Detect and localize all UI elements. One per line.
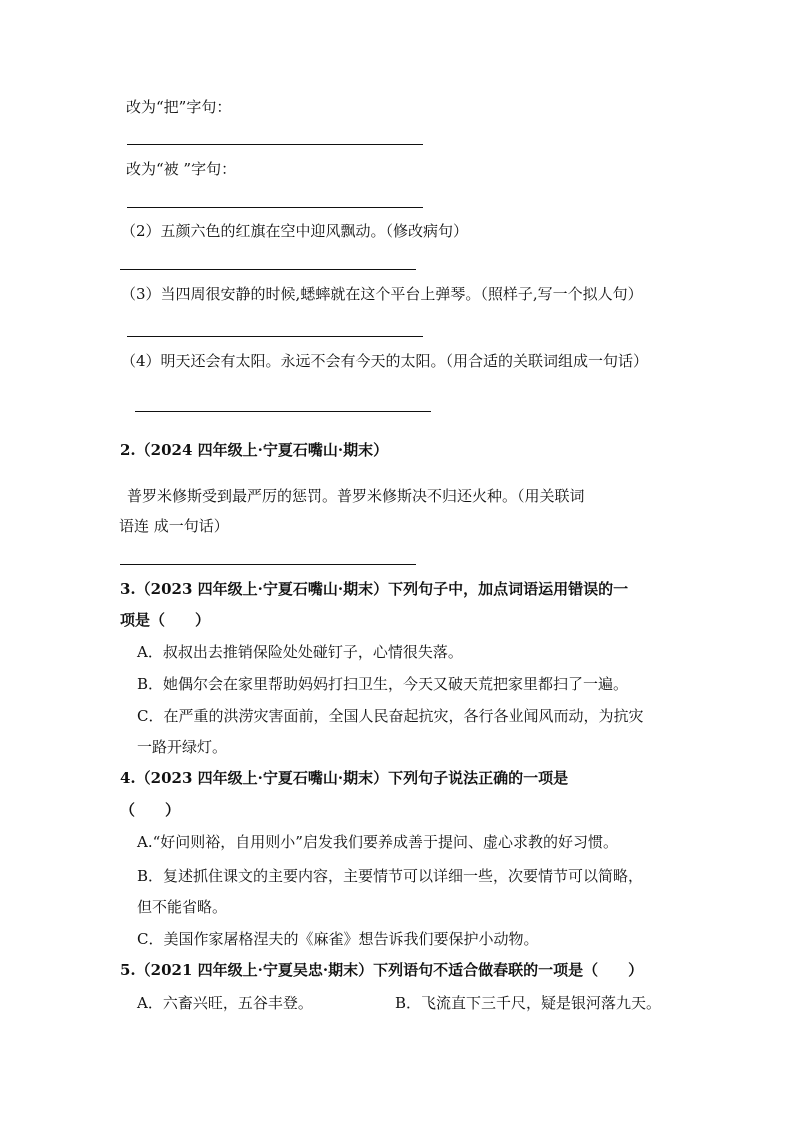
question-2-header: 2.（2024 四年级上·宁夏石嘴山·期末） bbox=[120, 441, 389, 459]
question-4-option-c[interactable]: C．美国作家屠格涅夫的《麻雀》想告诉我们要保护小动物。 bbox=[137, 930, 539, 948]
question-1-2: （2）五颜六色的红旗在空中迎风飘动。（修改病句） bbox=[121, 222, 469, 240]
answer-line-ba[interactable] bbox=[127, 144, 423, 145]
question-4-option-a[interactable]: A.“好问则裕，自用则小”启发我们要养成善于提问、虚心求教的好习惯。 bbox=[137, 833, 618, 851]
bei-sentence-prompt: 改为“被 ”字句： bbox=[126, 160, 237, 178]
question-2-text-line-2: 语连 成一句话） bbox=[119, 517, 229, 535]
question-1-3: （3）当四周很安静的时候,蟋蟀就在这个平台上弹琴。（照样子,写一个拟人句） bbox=[121, 285, 643, 303]
answer-line-1-2[interactable] bbox=[120, 269, 416, 270]
question-3-option-c-line-2[interactable]: 一路开绿灯。 bbox=[137, 738, 228, 756]
question-3-option-a[interactable]: A．叔叔出去推销保险处处碰钉子，心情很失落。 bbox=[137, 643, 463, 661]
question-1-4: （4）明天还会有太阳。永远不会有今天的太阳。（用合适的关联词组成一句话） bbox=[121, 352, 649, 370]
question-3-option-b[interactable]: B．她偶尔会在家里帮助妈妈打扫卫生，今天又破天荒把家里都扫了一遍。 bbox=[137, 675, 629, 693]
answer-line-2[interactable] bbox=[120, 564, 416, 565]
answer-line-1-3[interactable] bbox=[127, 336, 423, 337]
question-3-header-line-1: 3.（2023 四年级上·宁夏石嘴山·期末）下列句子中，加点词语运用错误的一 bbox=[120, 580, 629, 598]
question-5-option-a[interactable]: A．六畜兴旺，五谷丰登。 bbox=[137, 994, 313, 1012]
question-5-header: 5.（2021 四年级上·宁夏吴忠·期末）下列语句不适合做春联的一项是（ ） bbox=[120, 961, 644, 979]
answer-line-bei[interactable] bbox=[127, 207, 423, 208]
question-4-header-line-2: （ ） bbox=[120, 801, 181, 819]
question-4-header-line-1: 4.（2023 四年级上·宁夏石嘴山·期末）下列句子说法正确的一项是 bbox=[120, 769, 569, 787]
question-4-option-b-line-1[interactable]: B．复述抓住课文的主要内容，主要情节可以详细一些，次要情节可以简略， bbox=[137, 867, 644, 885]
question-3-header-line-2: 项是（ ） bbox=[120, 611, 211, 629]
ba-sentence-prompt: 改为“把”字句： bbox=[126, 98, 232, 116]
question-3-option-c-line-1[interactable]: C．在严重的洪涝灾害面前，全国人民奋起抗灾，各行各业闻风而动，为抗灾 bbox=[137, 707, 644, 725]
question-2-text-line-1: 普罗米修斯受到最严厉的惩罚。普罗米修斯决不归还火种。（用关联词 bbox=[127, 487, 585, 505]
answer-line-1-4[interactable] bbox=[135, 411, 431, 412]
question-4-option-b-line-2[interactable]: 但不能省略。 bbox=[137, 898, 228, 916]
question-5-option-b[interactable]: B．飞流直下三千尺，疑是银河落九天。 bbox=[395, 994, 662, 1012]
